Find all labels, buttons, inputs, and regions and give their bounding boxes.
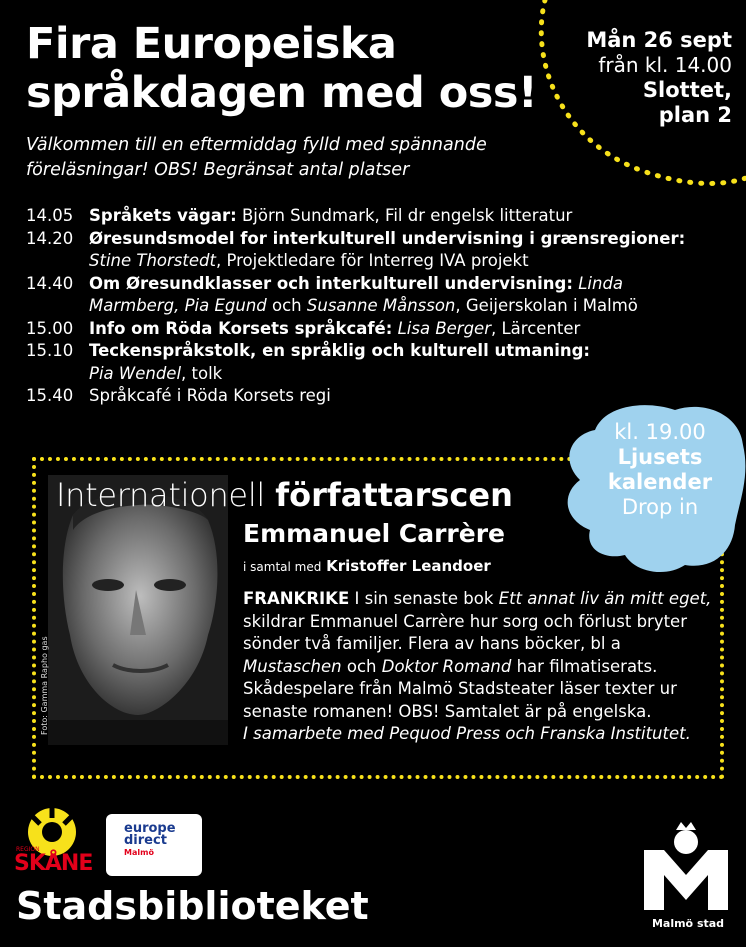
author-heading-thin: Internationell: [56, 476, 266, 514]
schedule-speaker: Susanne Månsson: [306, 296, 456, 315]
europe-direct-text: [124, 823, 176, 859]
schedule-conj: och: [266, 296, 307, 315]
desc-text: skildrar Emmanuel Carrère hur sorg och förlust bryter sönder två familjer. Flera av hans böcker, bl a: [243, 611, 687, 653]
schedule-speaker: Pia Wendel: [89, 363, 182, 383]
schedule-detail: , tolk: [181, 363, 223, 383]
author-description: [243, 588, 721, 746]
desc-partners: I samarbete med Pequod Press och Franska Institutet.: [243, 724, 691, 743]
evening-time: kl. 19.00: [614, 420, 706, 444]
desc-country: FRANKRIKE: [243, 589, 350, 608]
page-title: [26, 20, 546, 118]
conversation-prefix: i samtal med: [243, 560, 322, 574]
evening-title-line2: kalender: [607, 470, 713, 494]
schedule-time: 15.10: [26, 341, 74, 360]
schedule-detail: , Projektledare för Interreg IVA projekt: [215, 251, 529, 270]
schedule-item: [26, 205, 716, 228]
title-line1: Fira Europeiska: [26, 19, 397, 69]
schedule-title: Språkets vägar:: [89, 206, 237, 225]
intro-line2: föreläsningar! OBS! Begränsat antal platser: [26, 160, 410, 180]
schedule-detail: , Lärcenter: [491, 318, 581, 338]
schedule-time: 15.40: [26, 386, 74, 405]
date-info: [532, 28, 732, 128]
desc-text: har filmatiserats. Skådespelare från Malmö Stadsteater läser texter ur senaste romanen! OBS! Samtalet är på engelska.: [243, 656, 677, 721]
author-name: Emmanuel Carrère: [243, 519, 505, 548]
desc-book: Doktor Romand: [381, 656, 512, 676]
ed-line2: direct: [124, 833, 167, 848]
region-small-label: REGION: [16, 846, 40, 853]
city-label: Malmö stad: [651, 917, 725, 930]
schedule-title: Teckenspråkstolk, en språklig och kulturell utmaning:: [89, 341, 591, 360]
evening-title-line1: Ljusets: [617, 445, 703, 469]
schedule-time: 15.00: [26, 318, 74, 338]
schedule-title: Info om Röda Korsets språkcafé:: [89, 318, 393, 338]
schedule-title: Øresundsmodel for interkulturell undervisning i grænsregioner:: [89, 228, 686, 248]
desc-book: Mustaschen: [243, 656, 342, 676]
library-name: Stadsbiblioteket: [16, 884, 369, 928]
date-place-line1: Slottet,: [642, 78, 732, 102]
region-label: SKÅNE: [14, 851, 93, 876]
schedule-detail: Björn Sundmark, Fil dr engelsk litteratur: [236, 206, 573, 225]
ed-line3: Malmö: [124, 848, 154, 857]
schedule-speaker: Stine Thorstedt: [89, 251, 216, 270]
schedule-detail: , Geijerskolan i Malmö: [455, 296, 638, 315]
author-heading: [56, 473, 513, 517]
evening-event: [585, 420, 735, 520]
schedule-item: [26, 318, 716, 341]
intro-line1: Välkommen till en eftermiddag fylld med spännande: [26, 135, 487, 155]
desc-book: Ett annat liv än mitt eget,: [498, 589, 712, 608]
intro-text: [26, 133, 566, 183]
schedule-title: Om Øresundklasser och interkulturell undervisning:: [89, 273, 573, 293]
evening-drop-in: Drop in: [621, 495, 699, 519]
schedule-time: 14.40: [26, 273, 74, 293]
date-time: från kl. 14.00: [598, 53, 732, 77]
ed-line1: europe: [124, 821, 176, 836]
schedule-time: 14.05: [26, 206, 74, 225]
desc-text: och: [341, 656, 382, 676]
schedule-speaker: Lisa Berger: [397, 318, 491, 338]
conversation-line: [243, 556, 491, 577]
schedule-item: [26, 340, 716, 385]
photo-credit: Foto: Gamma Rapho gas: [40, 636, 49, 735]
date-day: Mån 26 sept: [586, 28, 732, 52]
schedule-list: [26, 205, 716, 408]
conversation-name: Kristoffer Leandoer: [326, 557, 491, 575]
date-place-line2: plan 2: [658, 103, 732, 127]
schedule-speaker: Linda Marmberg, Pia Egund: [89, 273, 624, 315]
schedule-detail: Språkcafé i Röda Korsets regi: [89, 386, 331, 405]
schedule-time: 14.20: [26, 228, 74, 248]
author-heading-bold: författarscen: [275, 476, 513, 514]
malmo-crest-icon: [636, 820, 736, 916]
title-line2: språkdagen med oss!: [26, 68, 538, 118]
schedule-item: [26, 228, 716, 273]
desc-text: I sin senaste bok: [349, 589, 499, 608]
schedule-item: [26, 273, 716, 318]
